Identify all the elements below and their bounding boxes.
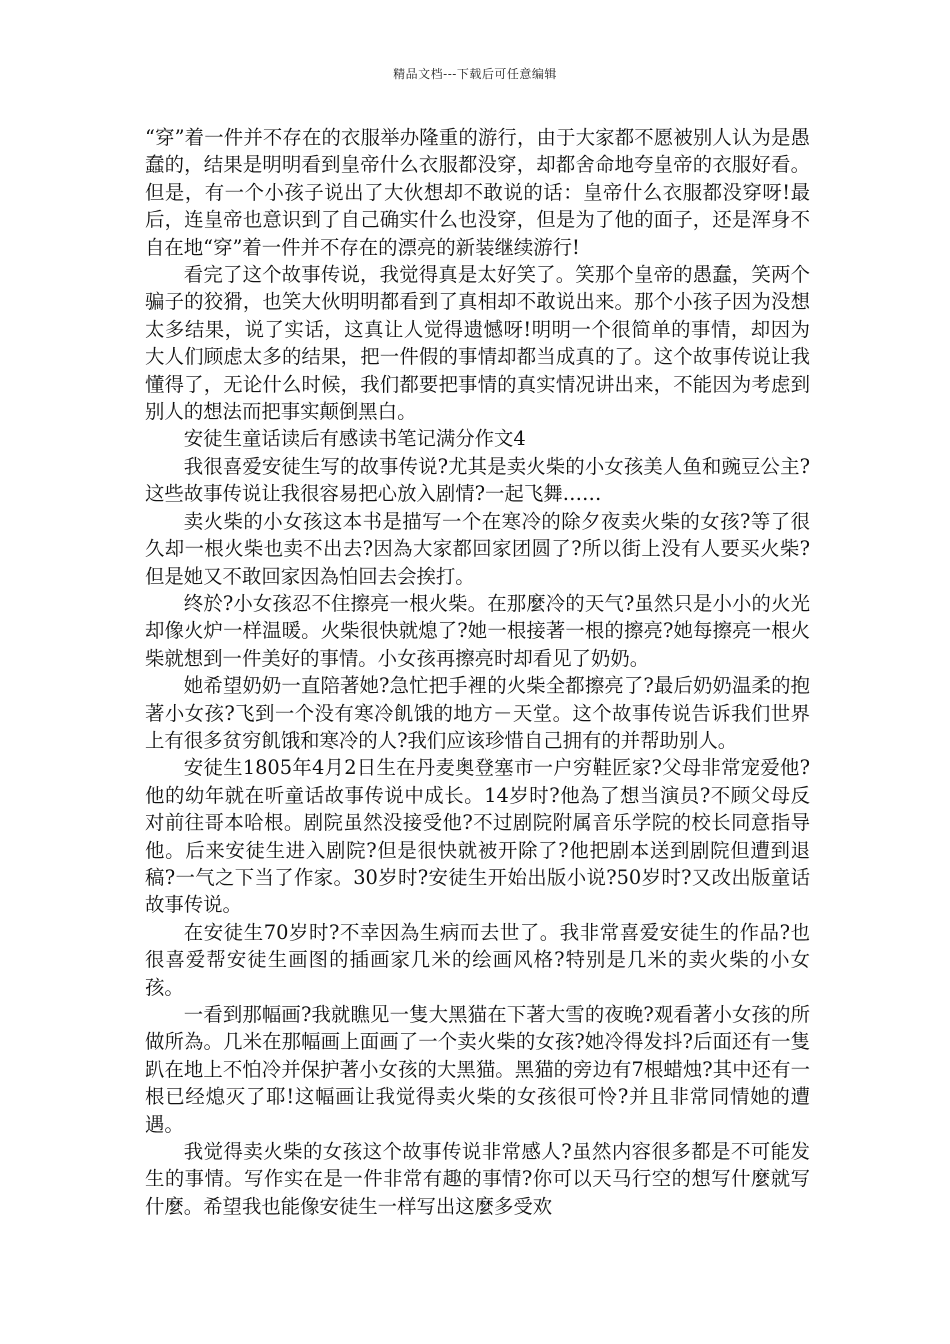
section-title: 安徒生童话读后有感读书笔记满分作文4 [183, 427, 526, 451]
document-body [145, 124, 810, 1220]
paragraph: 我很喜爱安徒生写的故事传说?尤其是卖火柴的小女孩美人鱼和豌豆公主?这些故事传说让我很容易把心放入剧情?一起飞舞…… [145, 454, 810, 506]
paragraph: 卖火柴的小女孩这本书是描写一个在寒冷的除夕夜卖火柴的女孩?等了很久却一根火柴也卖不出去?因為大家都回家团圆了?所以街上没有人要买火柴?但是她又不敢回家因為怕回去会挨打。 [145, 509, 810, 588]
page-header: 精品文档---下载后可任意编辑 [393, 67, 557, 81]
paragraph: 终於?小女孩忍不住擦亮一根火柴。在那麼冷的天气?虽然只是小小的火光却像火炉一样温暖。火柴很快就熄了?她一根接著一根的擦亮?她每擦亮一根火柴就想到一件美好的事情。小女孩再擦亮时却看见了奶奶。 [145, 591, 810, 670]
paragraph: 我觉得卖火柴的女孩这个故事传说非常感人?虽然内容很多都是不可能发生的事情。写作实在是一件非常有趣的事情?你可以天马行空的想写什麼就写什麼。希望我也能像安徒生一样写出这麼多受欢 [145, 1140, 810, 1218]
paragraph: 安徒生1805年4月2日生在丹麦奥登塞市一户穷鞋匠家?父母非常宠爱他?他的幼年就在听童话故事传说中成长。14岁时?他為了想当演员?不顾父母反对前往哥本哈根。剧院虽然没接受他?不过剧院附属音乐学院的校长同意指导他。后来安徒生进入剧院?但是很快就被开除了?他把剧本送到剧院但遭到退稿?一气之下当了作家。30岁时?安徒生开始出版小说?50岁时?又改出版童话故事传说。 [145, 756, 810, 917]
paragraph: 在安徒生70岁时?不幸因為生病而去世了。我非常喜爱安徒生的作品?也很喜爱帮安徒生画图的插画家几米的绘画风格?特别是几米的卖火柴的小女孩。 [145, 920, 810, 999]
paragraph: 看完了这个故事传说，我觉得真是太好笑了。笑那个皇帝的愚蠢，笑两个骗子的狡猾，也笑大伙明明都看到了真相却不敢说出来。那个小孩子因为没想太多结果，说了实话，这真让人觉得遗憾呀!明明一个很简单的事情，却因为大人们顾虑太多的结果，把一件假的事情却都当成真的了。这个故事传说让我懂得了，无论什么时候，我们都要把事情的真实情况讲出来，不能因为考虑到别人的想法而把事实颠倒黑白。 [145, 263, 810, 424]
paragraph: “穿”着一件并不存在的衣服举办隆重的游行，由于大家都不愿被别人认为是愚蠢的，结果是明明看到皇帝什么衣服都没穿，却都舍命地夸皇帝的衣服好看。但是，有一个小孩子说出了大伙想却不敢说的话：皇帝什么衣服都没穿呀!最后，连皇帝也意识到了自己确实什么也没穿，但是为了他的面子，还是浑身不自在地“穿”着一件并不存在的漂亮的新装继续游行! [145, 126, 810, 259]
paragraph: 一看到那幅画?我就瞧见一隻大黑猫在下著大雪的夜晚?观看著小女孩的所做所為。几米在那幅画上面画了一个卖火柴的女孩?她冷得发抖?后面还有一隻趴在地上不怕冷并保护著小女孩的大黑猫。黑猫的旁边有7根蜡烛?其中还有一根已经熄灭了耶!这幅画让我觉得卖火柴的女孩很可怜?并且非常同情她的遭遇。 [145, 1003, 810, 1136]
paragraph: 她希望奶奶一直陪著她?急忙把手裡的火柴全都擦亮了?最后奶奶温柔的抱著小女孩?飞到一个没有寒冷飢饿的地方－天堂。这个故事传说告诉我们世界上有很多贫穷飢饿和寒冷的人?我们应该珍惜自己拥有的并帮助别人。 [145, 674, 810, 752]
